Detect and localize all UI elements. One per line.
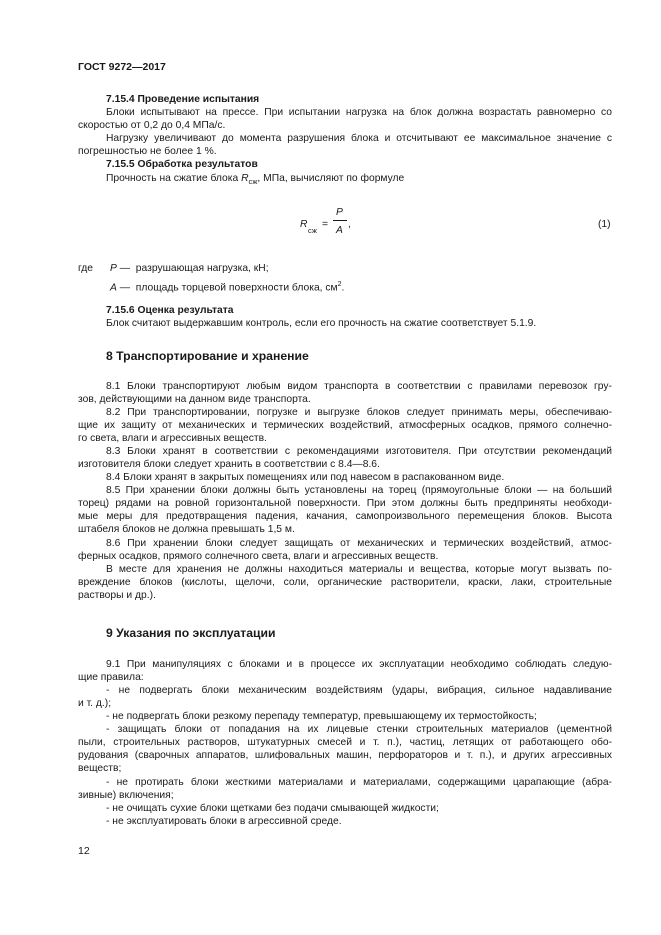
text-line: щие их защиту от механических и термических воздействий, атмосферных осадков, прямого солнечно-: [78, 420, 612, 431]
section-7-15-5-title: 7.15.5 Обработка результатов: [106, 159, 258, 170]
bullet-line: пыли, строительных растворов, штукатурных смесей и т. п.), частиц, летящих от работающего обо-: [78, 737, 612, 748]
text-line: Блоки испытывают на прессе. При испытании нагрузка на блок должна возрастать равномерно со: [106, 107, 612, 118]
text-line: 8.5 При хранении блоки должны быть установлены на торец (прямоугольные блоки — на больший: [106, 485, 612, 496]
formula-numerator: P: [336, 207, 343, 218]
text-line: 9.1 При манипуляциях с блоками и в процессе их эксплуатации необходимо соблюдать следую-: [106, 659, 612, 670]
bullet-line: - не протирать блоки жесткими материалами и материалами, содержащими царапающие (абра-: [106, 777, 612, 788]
text-line: зов, действующими на данном виде транспорта.: [78, 394, 311, 405]
fraction-bar: [333, 220, 347, 221]
text-line: погрешностью не более 1 %.: [78, 146, 217, 157]
text-line: го света, влаги и агрессивных веществ.: [78, 433, 267, 444]
where-item: P — разрушающая нагрузка, кН;: [110, 263, 269, 274]
section-9-title: 9 Указания по эксплуатации: [106, 626, 276, 640]
text-line: штабеля блоков не должна превышать 1,5 м.: [78, 524, 295, 535]
formula-lhs-subscript: сж: [308, 226, 317, 235]
text-line: 8.2 При транспортировании, погрузке и выгрузке блоков следует принимать меры, обеспечиваю-: [106, 407, 612, 418]
bullet-line: - не эксплуатировать блоки в агрессивной среде.: [106, 816, 342, 827]
text-line: В месте для хранения не должны находиться материалы и вещества, которые могут вызвать по-: [106, 564, 612, 575]
formula-1: [300, 206, 370, 240]
bullet-line: - не очищать сухие блоки щетками без подачи смывающей жидкости;: [106, 803, 439, 814]
section-7-15-4-title: 7.15.4 Проведение испытания: [106, 94, 260, 105]
document-header: ГОСТ 9272—2017: [78, 61, 166, 73]
text-line: мые меры для предотвращения падения, качания, самопроизвольного перемещения блоков. Высота: [78, 511, 612, 522]
where-item: A — площадь торцевой поверхности блока, $см^2$.: [110, 281, 345, 294]
text-line: изготовителя блоки следует хранить в соответствии с 8.4—8.6.: [78, 459, 380, 470]
formula-denominator: A: [336, 225, 343, 236]
bullet-line: рудования (сварочных аппаратов, шлифовальных машин, перфораторов и т. п.), и других агрессивных: [78, 750, 612, 761]
text-line: Блок считают выдержавшим контроль, если его прочность на сжатие соответствует 5.1.9.: [106, 318, 537, 329]
text-line: Нагрузку увеличивают до момента разрушения блока и отсчитывают ее максимальное значение с: [106, 133, 612, 144]
where-label: где: [78, 263, 94, 274]
bullet-line: - не подвергать блоки резкому перепаду температур, превышающему их термостойкость;: [106, 711, 537, 722]
text-line: ферных осадков, прямого солнечного света, влаги и агрессивных веществ.: [78, 551, 439, 562]
bullet-line: - защищать блоки от попадания на их лицевые стенки строительных материалов (цементной: [106, 724, 612, 735]
text-line: растворы и др.).: [78, 590, 156, 601]
bullet-line: - не подвергать блоки механическим воздействиям (удары, вибрация, сильное надавливание: [106, 685, 612, 696]
formula-fraction: [333, 206, 349, 240]
text-line: скоростью от 0,2 до 0,4 МПа/с.: [78, 120, 226, 131]
text-line: щие правила:: [78, 672, 144, 683]
bullet-line: и т. д.);: [78, 698, 112, 709]
page-number: 12: [78, 845, 90, 857]
formula-equals: =: [322, 219, 329, 230]
formula-lhs: R: [300, 219, 308, 230]
section-7-15-6-title: 7.15.6 Оценка результата: [106, 305, 234, 316]
bullet-line: веществ;: [78, 763, 122, 774]
formula-number: (1): [598, 219, 611, 230]
formula-comma: ,: [348, 219, 351, 230]
text-line: 8.6 При хранении блоки следует защищать от механических и термических воздействий, атмос-: [106, 538, 612, 549]
section-8-title: 8 Транспортирование и хранение: [106, 349, 309, 363]
text-line: торец) рядами на ровной горизонтальной поверхности. При этом должны быть предприняты необходи-: [78, 498, 612, 509]
text-line: 8.1 Блоки транспортируют любым видом транспорта в соответствии с правилами перевозок гру-: [106, 381, 612, 392]
text-line: 8.4 Блоки хранят в закрытых помещениях или под навесом в распакованном виде.: [106, 472, 505, 483]
formula-intro: Прочность на сжатие блока $R_{сж}$, МПа, вычисляют по формуле: [106, 173, 405, 187]
text-line: 8.3 Блоки хранят в соответствии с рекомендациями изготовителя. При отсутствии рекомендаций: [106, 446, 612, 457]
bullet-line: зивные) включения;: [78, 790, 174, 801]
text-line: вреждение блоков (кислоты, щелочи, соли, органические растворители, краски, лаки, строительные: [78, 577, 612, 588]
